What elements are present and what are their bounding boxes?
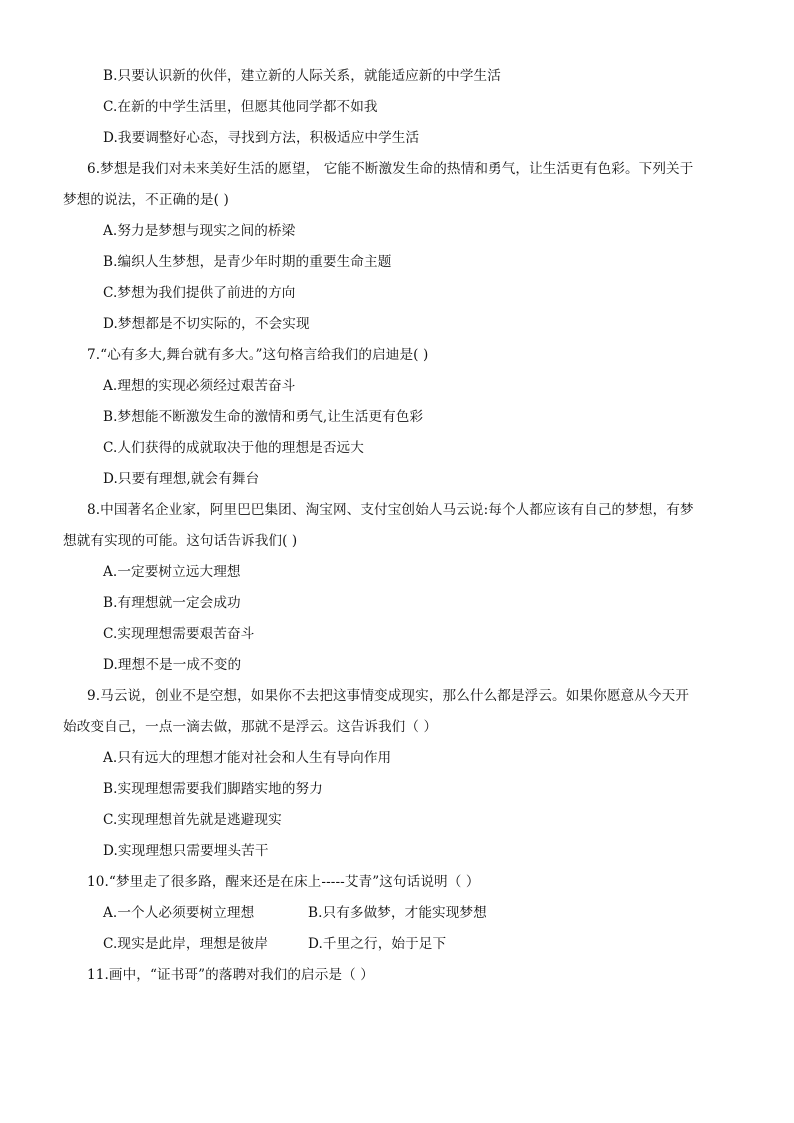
q8-option-d: D.理想不是一成不变的 xyxy=(103,657,242,673)
q5-option-d: D.我要调整好心态，寻找到方法，积极适应中学生活 xyxy=(103,130,420,146)
q8-option-b: B.有理想就一定会成功 xyxy=(103,595,241,611)
q6-option-c: C.梦想为我们提供了前进的方向 xyxy=(103,285,296,301)
q8-option-a: A.一定要树立远大理想 xyxy=(103,564,241,580)
q10-option-d: D.千里之行，始于足下 xyxy=(308,936,447,952)
q10-option-c: C.现实是此岸，理想是彼岸 xyxy=(103,936,269,952)
q6-option-a: A.努力是梦想与现实之间的桥梁 xyxy=(103,223,296,239)
q6-stem-continued: 梦想的说法，不正确的是( ) xyxy=(63,192,229,208)
q7-option-d: D.只要有理想,就会有舞台 xyxy=(103,471,260,487)
q6-stem: 6.梦想是我们对未来美好生活的愿望， 它能不断激发生命的热情和勇气，让生活更有色彩。下列关于 xyxy=(87,161,694,177)
q5-option-c: C.在新的中学生活里，但愿其他同学都不如我 xyxy=(103,99,378,115)
q10-stem: 10.“梦里走了很多路，醒来还是在床上-----艾青”这句话说明（ ） xyxy=(87,874,480,890)
q7-option-b: B.梦想能不断激发生命的激情和勇气,让生活更有色彩 xyxy=(103,409,424,425)
q9-option-a: A.只有远大的理想才能对社会和人生有导向作用 xyxy=(103,750,392,766)
q10-option-a: A.一个人必须要树立理想 xyxy=(103,905,255,921)
q7-option-c: C.人们获得的成就取决于他的理想是否远大 xyxy=(103,440,364,456)
q6-option-b: B.编织人生梦想，是青少年时期的重要生命主题 xyxy=(103,254,392,270)
q7-stem: 7.“心有多大,舞台就有多大。”这句格言给我们的启迪是( ) xyxy=(87,347,429,363)
q8-option-c: C.实现理想需要艰苦奋斗 xyxy=(103,626,255,642)
q9-option-c: C.实现理想首先就是逃避现实 xyxy=(103,812,282,828)
q9-option-b: B.实现理想需要我们脚踏实地的努力 xyxy=(103,781,323,797)
q11-stem: 11.画中，“证书哥”的落聘对我们的启示是（ ） xyxy=(87,967,374,983)
q6-option-d: D.梦想都是不切实际的，不会实现 xyxy=(103,316,310,332)
q9-option-d: D.实现理想只需要埋头苦干 xyxy=(103,843,269,859)
q7-option-a: A.理想的实现必须经过艰苦奋斗 xyxy=(103,378,296,394)
q9-stem-continued: 始改变自己，一点一滴去做，那就不是浮云。这告诉我们（ ） xyxy=(63,719,438,735)
q5-option-b: B.只要认识新的伙伴，建立新的人际关系，就能适应新的中学生活 xyxy=(103,68,501,84)
q10-option-b: B.只有多做梦，才能实现梦想 xyxy=(308,905,487,921)
q8-stem-continued: 想就有实现的可能。这句话告诉我们( ) xyxy=(63,533,298,549)
q8-stem: 8.中国著名企业家，阿里巴巴集团、淘宝网、支付宝创始人马云说:每个人都应该有自己的梦想，有梦 xyxy=(87,502,694,518)
q9-stem: 9.马云说，创业不是空想，如果你不去把这事情变成现实，那么什么都是浮云。如果你愿意从今天开 xyxy=(87,688,689,704)
